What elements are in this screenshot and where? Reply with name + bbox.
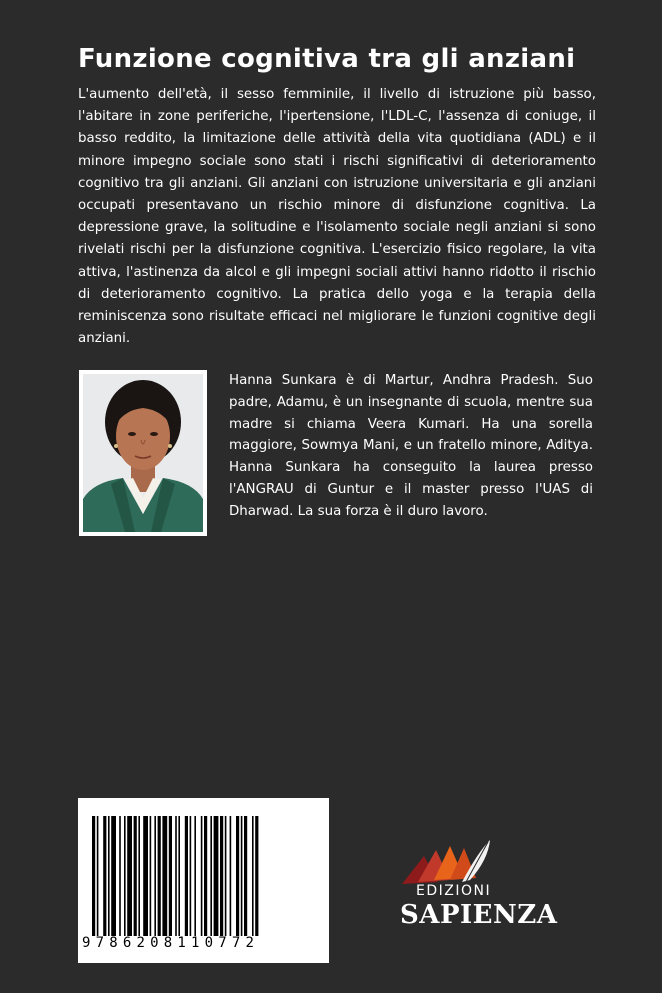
barcode-bar [127, 816, 132, 936]
barcode-bar [92, 816, 95, 936]
barcode-bar [111, 816, 116, 936]
barcode-bar [134, 816, 137, 936]
author-photo [79, 370, 207, 536]
barcode-bar [194, 816, 196, 936]
book-title: Funzione cognitiva tra gli anziani [78, 44, 576, 74]
barcode-bar [220, 816, 223, 936]
barcode-bar [252, 816, 254, 936]
barcode-bar [103, 816, 106, 936]
barcode-bar [162, 816, 167, 936]
barcode-bar [214, 816, 219, 936]
barcode-bar [201, 816, 203, 936]
barcode-bar [158, 816, 161, 936]
book-abstract: L'aumento dell'età, il sesso femminile, il livello di istruzione più basso, l'abitare in zone periferiche, l'ipertensione, l'LDL-C, l'assenza di coniuge, il basso reddito, la limitazione delle attività della vita quotidiana (ADL) e il minore impegno sociale sono stati i rischi significativi di deterioramento cognitivo tra gli anziani. Gli anziani con istruzione universitaria e gli anziani occupati presentavano un rischio minore di disfunzione cognitiva. La depressione grave, la solitudine e l'isolamento sociale negli anziani si sono rivelati rischi per la disfunzione cognitiva. L'esercizio fisico regolare, la vita attiva, l'astinenza da alcol e gli impegni sociali attivi hanno ridotto il rischio di deterioramento cognitivo. La pratica dello yoga e la terapia della reminiscenza sono risultate efficaci nel migliorare le funzioni cognitive degli anziani. [78, 87, 596, 347]
barcode-bar [108, 816, 110, 936]
barcode-bar [210, 816, 212, 936]
barcode-bar [230, 816, 232, 936]
barcode-bar [204, 816, 207, 936]
isbn-barcode [78, 798, 329, 963]
barcode-bar [154, 816, 156, 936]
barcode-bar [175, 816, 177, 936]
barcode-bar [241, 816, 243, 936]
barcode-bar [185, 816, 188, 936]
barcode-bar [236, 816, 239, 936]
barcode-bar [124, 816, 126, 936]
barcode-bar [150, 816, 152, 936]
barcode-bar [190, 816, 192, 936]
barcode-bar [178, 816, 180, 936]
barcode-bar [119, 816, 121, 936]
author-bio: Hanna Sunkara è di Martur, Andhra Pradesh. Suo padre, Adamu, è un insegnante di scuola, mentre sua madre si chiama Veera Kumari. Ha una sorella maggiore, Sowmya Mani, e un fratello minore, Aditya. Hanna Sunkara ha conseguito la laurea presso l'ANGRAU di Guntur e il master presso l'UAS di Dharwad. La sua forza è il duro lavoro. [229, 373, 593, 519]
publisher-name: SAPIENZA [400, 900, 558, 930]
author-portrait-image [83, 374, 203, 532]
publisher-edizioni-label: EDIZIONI [416, 883, 492, 899]
barcode-bar [138, 816, 140, 936]
barcode-bar [97, 816, 99, 936]
barcode-bar [169, 816, 172, 936]
barcode-bar [255, 816, 258, 936]
barcode-bar [225, 816, 227, 936]
isbn-digits: 9786208110772 [82, 935, 260, 951]
barcode-bar [143, 816, 148, 936]
barcode-bar [244, 816, 247, 936]
